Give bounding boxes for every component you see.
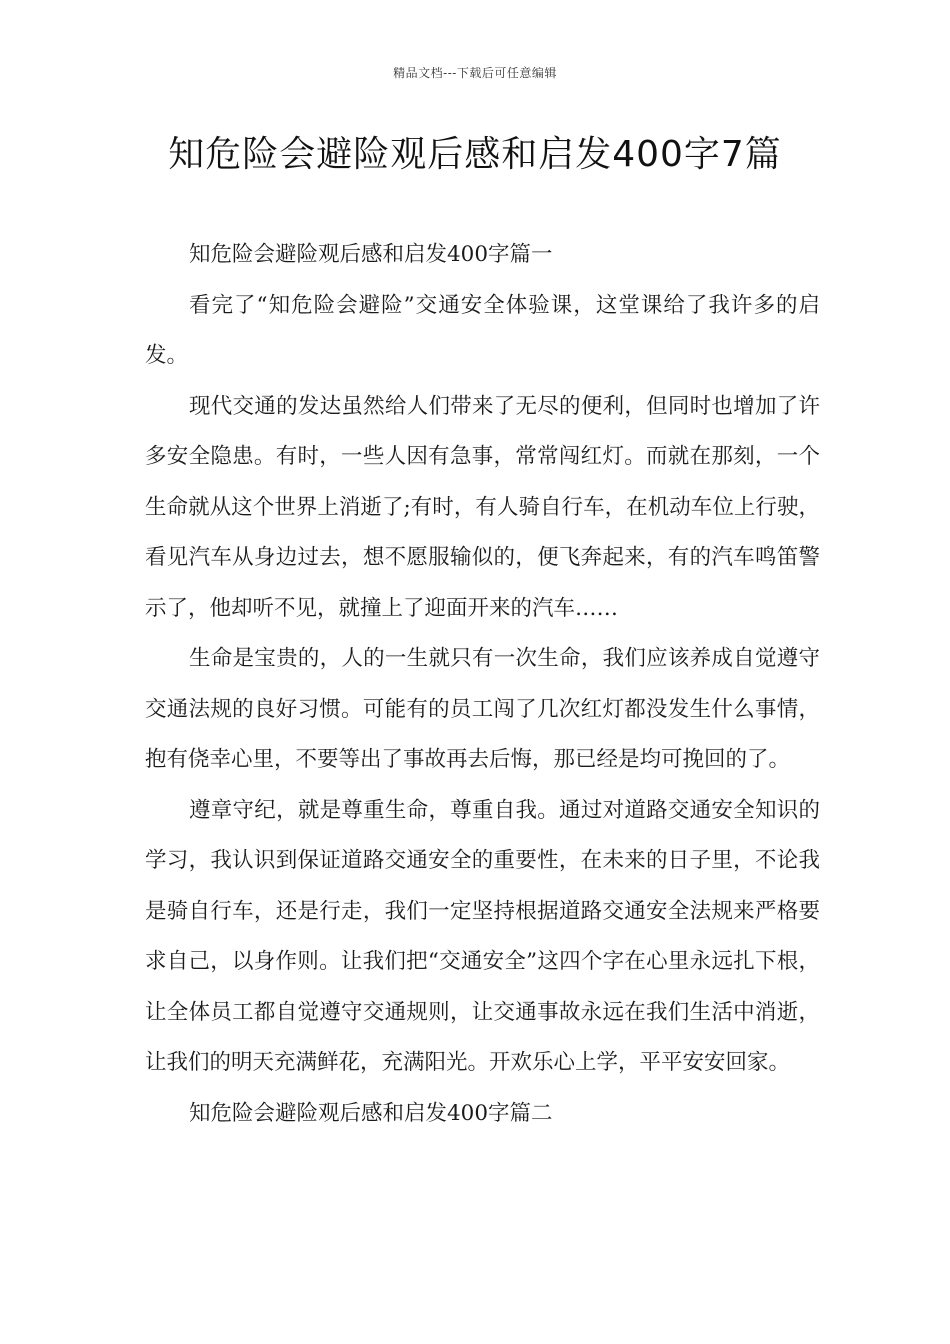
document-title: 知危险会避险观后感和启发400字7篇: [168, 134, 782, 175]
paragraph: 看完了“知危险会避险”交通安全体验课，这堂课给了我许多的启发。: [145, 292, 820, 368]
paragraph: 遵章守纪，就是尊重生命，尊重自我。通过对道路交通安全知识的学习，我认识到保证道路交通安全的重要性，在未来的日子里，不论我是骑自行车，还是行走，我们一定坚持根据道路交通安全法规来严格要求自己，以身作则。让我们把“交通安全”这四个字在心里永远扎下根，让全体员工都自觉遵守交通规则，让交通事故永远在我们生活中消逝，让我们的明天充满鲜花，充满阳光。开欢乐心上学，平平安安回家。: [145, 797, 820, 1075]
paragraph: 现代交通的发达虽然给人们带来了无尽的便利，但同时也增加了许多安全隐患。有时，一些人因有急事，常常闯红灯。而就在那刻，一个生命就从这个世界上消逝了;有时，有人骑自行车，在机动车位上行驶，看见汽车从身边过去，想不愿服输似的，便飞奔起来，有的汽车鸣笛警示了，他却听不见，就撞上了迎面开来的汽车……: [145, 393, 820, 621]
page-header: 精品文档---下载后可任意编辑: [393, 66, 557, 80]
section-heading-2: 知危险会避险观后感和启发400字篇二: [189, 1100, 553, 1126]
paragraph: 生命是宝贵的，人的一生就只有一次生命，我们应该养成自觉遵守交通法规的良好习惯。可能有的员工闯了几次红灯都没发生什么事情，抱有侥幸心里，不要等出了事故再去后悔，那已经是均可挽回的了。: [145, 646, 820, 772]
section-heading-1: 知危险会避险观后感和启发400字篇一: [189, 242, 553, 267]
document-body: [145, 230, 820, 1139]
